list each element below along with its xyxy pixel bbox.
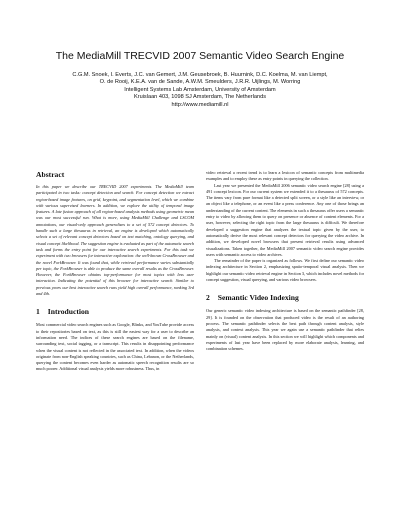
abstract-text: In this paper we describe our TRECVID 2007 experiments. The MediaMill team participated in two tasks: concept detection and search. For concept detection we extract region-based image features, on grid, keypoint, and segmentation level, which we combine with various supervised learners. In addition, we explore the utility of temporal image features. A late fusion approach of all region-based analysis methods using geometric mean was our most successful run. What is more, using MediaMill Challenge and LSCOM annotations, our visual-only approach generalizes to a set of 572 concept detectors. To handle such a large thesaurus in retrieval, an engine is developed which automatically selects a set of relevant concept detectors based on text matching, ontology querying, and visual concept likelihood. The suggestion engine is evaluated as part of the automatic search task and forms the entry point for our interactive search experiments. For this task we experiment with two browsers for interactive exploration: the well-known CrossBrowser and the novel ForkBrowser. It was found that, while retrieval performance varies substantially per topic, the ForkBrowser is able to produce the same overall results as the CrossBrowser. However, the ForkBrowser obtains top-performance for most topics with less user interaction. Indicating the potential of this browser for interactive search. Similar to previous years our best interactive search runs yield high overall performance, ranking 3rd and 4th. [36,184,195,297]
paper-title: The MediaMill TRECVID 2007 Semantic Video Search Engine [55,50,345,62]
intro-continuation-paragraph: video retrieval a recent trend is to learn a lexicon of semantic concepts from multimedia examples and to employ these as entry points in querying the collection. [206,170,364,182]
left-column [36,170,194,373]
section-title: Semantic Video Indexing [217,293,299,303]
section-title: Introduction [47,307,90,317]
introduction-text: Most commercial video search engines such as Google, Blinkx, and YouTube provide access to their repositories based on text, as this is still the easiest way for a user to describe an information need. The indices of these search engines are based on the filename, surrounding text, social tagging, or a transcript. This results in disappointing performance when the visual content is not reflected in the associated text. In addition, when the videos originate from non-English speaking countries, such as China, Lebanon, or the Netherlands, querying the content becomes even harder as automatic speech recognition results are so much poorer. Additional visual analysis yields more robustness. Thus, in [36,322,194,372]
website-url[interactable]: http://www.mediamill.nl [171,101,229,108]
introduction-heading [36,307,194,316]
intro-paragraph-3: The remainder of the paper is organized as follows. We first define our semantic video indexing architecture in Section 2, emphasizing spatio-temporal visual analysis. Then we highlight our semantic video retrieval engine in Section 3, which includes novel methods for concept suggestion, visual querying, and various video browsers. [206,258,364,283]
abstract-heading: Abstract [36,170,65,179]
two-column-body [36,170,364,373]
right-column [206,170,364,373]
address: Kruislaan 403, 1098 SJ Amsterdam, The Netherlands [133,94,267,101]
authors-line-1: C.G.M. Snoek, I. Everts, J.C. van Gemert, J.M. Geusebroek, B. Huurnink, D.C. Koelma, M. van Liempt, [72,72,328,78]
intro-paragraph-2: Last year we presented the MediaMill 2006 semantic video search engine [28] using a 491 concept lexicon. For our current system we extended it to a thesaurus of 572 concepts. The items vary from pure format like a detected split screen, or a style like an interview, or an object like a telephone, or an event like a press conference. Any one of those brings an understanding of the current content. The elements in such a thesaurus offer users a semantic entry to video by allowing them to query on presence or absence of content elements. For a user, however, selecting the right topic from the large thesaurus is difficult. We therefore developed a suggestion engine that analyzes the textual topic given by the user, to automatically derive the most relevant concept detectors for querying the video archive. In addition, we developed novel browsers that present retrieval results using advanced visualizations. Taken together, the MediaMill 2007 semantic video search engine provides users with semantic access to video archives. [206,182,364,257]
section-number: 1 [36,307,40,317]
section-2-heading [206,293,364,302]
section-2-text: Our generic semantic video indexing architecture is based on the semantic pathfinder [28, 29]. It is founded on the observation that produced video is the result of an authoring process. The semantic pathfinder selects the best path through content analysis, style analysis, and context analysis. This year we again use a semantic pathfinder that relies mainly on (visual) content analysis. In this section we will highlight which components and experiments of last year have been replaced by more elaborate analysis, learning, and combination schemes. [206,308,364,352]
author-block [36,72,364,109]
affiliation: Intelligent Systems Lab Amsterdam, University of Amsterdam [124,86,276,93]
section-number: 2 [206,293,210,303]
authors-line-2: O. de Rooij, K.E.A. van de Sande, A.W.M. Smeulders, J.R.R. Uijlings, M. Worring [99,79,301,86]
